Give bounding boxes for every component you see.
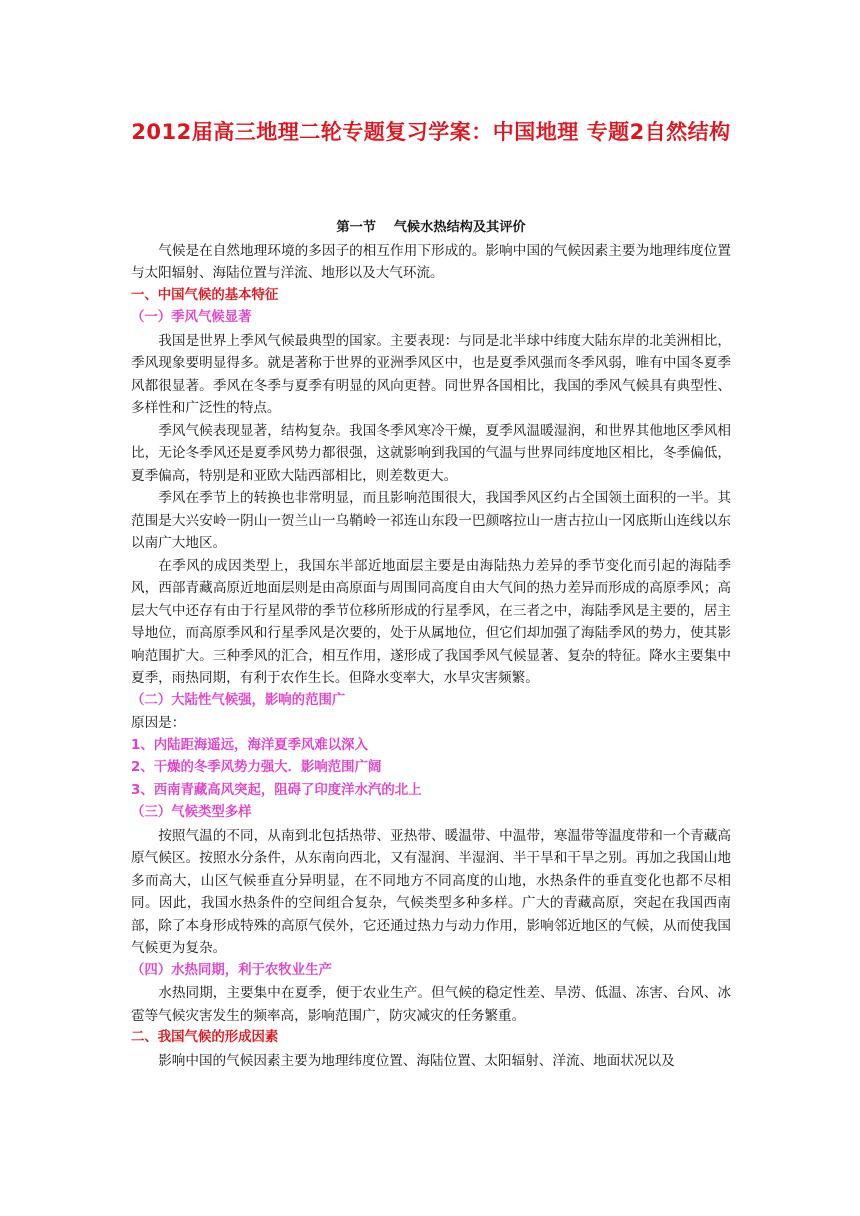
subheading-monsoon: （一）季风气候显著 bbox=[131, 310, 252, 325]
subheading-water-heat: （四）水热同期，利于农牧业生产 bbox=[131, 962, 332, 978]
paragraph: 季风在季节上的转换也非常明显，而且影响范围很大，我国季风区约占全国领土面积的一半。其范围是大兴安岭一阴山一贺兰山一乌鞘岭一祁连山东段一巴颜喀拉山一唐古拉山一冈底斯山连线以东以南广大地区。 bbox=[131, 490, 731, 551]
paragraph: 按照气温的不同，从南到北包括热带、亚热带、暖温带、中温带，寒温带等温度带和一个青藏高原气候区。按照水分条件，从东南向西北，又有湿润、半湿润、半干旱和干旱之别。再加之我国山地多而高大，山区气候垂直分异明显，在不同地方不同高度的山地，水热条件的垂直变化也都不尽相同。因此，我国水热条件的空间组合复杂，气候类型多种多样。广大的青藏高原，突起在我国西南部，除了本身形成特殊的高原气侯外，它还通过热力与动力作用，影响邻近地区的气候，从而使我国气候更为复杂。 bbox=[131, 827, 731, 956]
paragraph: 季风气候表现显著，结构复杂。我国冬季风寒冷干燥，夏季风温暖湿润，和世界其他地区季风相比，无论冬季风还是夏季风势力都很强，这就影响到我国的气温与世界同纬度地区相比，冬季偏低，夏季偏高，特别是和亚欧大陆西部相比，则差数更大。 bbox=[131, 422, 731, 484]
paragraph: 在季风的成因类型上，我国东半部近地面层主要是由海陆热力差异的季节变化而引起的海陆季风，西部青藏高原近地面层则是由高原面与周围同高度自由大气间的热力差异而形成的高原季风；高层大气中还存有由于行星风带的季节位移所形成的行星季风，在三者之中，海陆季风是主要的，居主导地位，而高原季风和行星季风是次要的，处于从属地位，但它们却加强了海陆季风的势力，使其影响范围扩大。三种季风的汇合，相互作用，遂形成了我国季风气候显著、复杂的特征。降水主要集中夏季，雨热同期，有利于农作生长。但降水变率大，水旱灾害频繁。 bbox=[131, 557, 731, 686]
reason-label: 原因是： bbox=[131, 715, 186, 731]
subheading-continental: （二）大陆性气候强，影响的范围广 bbox=[131, 692, 346, 708]
intro-paragraph: 气候是在自然地理环境的多因子的相互作用下形成的。影响中国的气候因素主要为地理纬度位置与太阳辐射、海陆位置与洋流、地形以及大气环流。 bbox=[131, 242, 731, 281]
reason-item: 2、干燥的冬季风势力强大．影响范围广阔 bbox=[131, 760, 382, 775]
document-body bbox=[131, 217, 731, 1072]
paragraph: 影响中国的气候因素主要为地理纬度位置、海陆位置、太阳辐射、洋流、地面状况以及 bbox=[158, 1052, 675, 1069]
document-title: 2012届高三地理二轮专题复习学案：中国地理 专题2自然结构 bbox=[131, 120, 731, 144]
paragraph: 水热同期，主要集中在夏季，便于农业生产。但气候的稳定性差、旱涝、低温、冻害、台风、冰雹等气候灾害发生的频率高，影响范围广，防灾减灾的任务繁重。 bbox=[131, 985, 731, 1024]
paragraph: 我国是世界上季风气候最典型的国家。主要表现：与同是北半球中纬度大陆东岸的北美洲相比，季风现象要明显得多。就是著称于世界的亚洲季风区中，也是夏季风强而冬季风弱，唯有中国冬夏季风都很显著。季风在冬季与夏季有明显的风向更替。同世界各国相比，我国的季风气候具有典型性、多样性和广泛性的特点。 bbox=[131, 332, 731, 416]
reason-item: 3、西南青藏高风突起，阻碍了印度洋水汽的北上 bbox=[131, 782, 422, 798]
reason-item: 1、内陆距海遥远，海洋夏季风难以深入 bbox=[131, 737, 368, 753]
subheading-climate-types: （三）气候类型多样 bbox=[131, 805, 252, 820]
section-title: 第一节 气候水热结构及其评价 bbox=[336, 220, 526, 235]
heading-climate-factors: 二、我国气候的形成因素 bbox=[131, 1030, 279, 1045]
heading-climate-features: 一、中国气候的基本特征 bbox=[131, 287, 279, 303]
